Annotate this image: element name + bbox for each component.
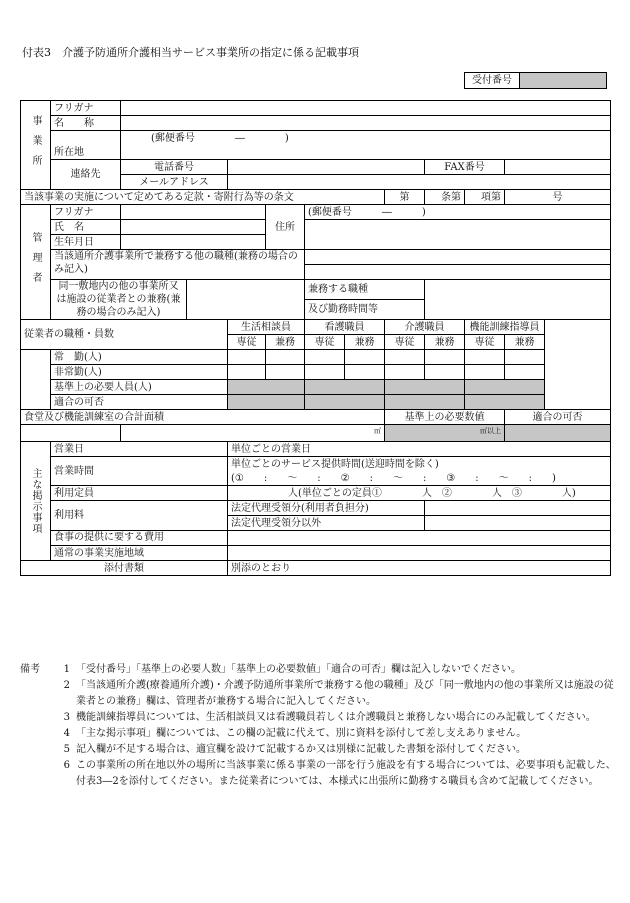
square-meter-unit: ㎡	[374, 427, 381, 435]
manager-other-job-label: 当該通所介護事業所で兼務する他の職種(兼務の場合のみ記入)	[51, 250, 305, 280]
staff-cell[interactable]	[385, 350, 425, 365]
attachments-label: 添付書類	[21, 561, 228, 576]
note-item	[20, 758, 616, 790]
dining-area-field[interactable]	[121, 425, 385, 442]
office-phone-field[interactable]	[228, 160, 425, 175]
office-postal-code[interactable]: (郵便番号 ― )	[121, 131, 611, 146]
manager-birthdate-field[interactable]	[121, 235, 266, 250]
note-text: 「主な掲示事項」欄については、この欄の記載に代えて、別に資料を添付して差し支えありません。	[76, 728, 527, 739]
article-kou: 項第	[465, 190, 505, 205]
note-number: 5	[63, 744, 70, 755]
staff-shaded-cell	[385, 380, 465, 395]
designation-form-table	[20, 100, 611, 576]
staff-blank-column	[545, 320, 611, 410]
staff-cell[interactable]	[266, 365, 305, 380]
manager-name-label: 氏 名	[51, 220, 121, 235]
col-dedicated: 専従	[465, 335, 505, 350]
staff-row-parttime: 非常勤(人)	[51, 365, 228, 380]
form-title: 付表3 介護予防通所介護相当サービス事業所の指定に係る記載事項	[22, 46, 359, 59]
attachments-field[interactable]: 別添のとおり	[228, 561, 611, 576]
note-item	[20, 678, 616, 710]
manager-postal-code[interactable]: (郵便番号 ― )	[305, 205, 611, 220]
dining-area-label: 食堂及び機能訓練室の合計面積	[21, 410, 385, 425]
col-dedicated: 専従	[385, 335, 425, 350]
fee-other-label: 法定代理受領分以外	[228, 516, 425, 531]
note-number: 3	[63, 712, 70, 723]
col-dedicated: 専従	[228, 335, 266, 350]
reception-number-label: 受付番号	[465, 73, 520, 88]
col-concurrent: 兼務	[505, 335, 545, 350]
staff-indent-cell	[21, 350, 51, 410]
note-item	[20, 742, 616, 758]
office-name-label: 名 称	[51, 116, 121, 131]
capacity-field[interactable]: 人(単位ごとの定員① 人 ② 人 ③ 人)	[228, 486, 611, 501]
staff-cell[interactable]	[505, 350, 545, 365]
business-days-field[interactable]: 単位ごとの営業日	[228, 442, 611, 457]
staff-cell[interactable]	[425, 350, 465, 365]
dining-standard-label: 基準上の必要数値	[385, 410, 505, 425]
staff-cell[interactable]	[305, 365, 345, 380]
office-email-field[interactable]	[228, 175, 611, 190]
office-name-field[interactable]	[121, 116, 611, 131]
posted-items-section-label: 主な掲示事項	[21, 442, 51, 561]
note-number: 4	[63, 728, 70, 739]
meal-cost-field[interactable]	[228, 531, 611, 546]
staff-label: 従業者の職種・員数	[21, 320, 228, 350]
staff-cell[interactable]	[465, 365, 505, 380]
business-days-label: 営業日	[51, 442, 228, 457]
staff-cell[interactable]	[505, 365, 545, 380]
manager-name-field[interactable]	[121, 220, 266, 235]
staff-cell[interactable]	[465, 350, 505, 365]
article-gou: 号	[505, 190, 611, 205]
office-furigana-label: フリガナ	[51, 101, 121, 116]
manager-furigana-label: フリガナ	[51, 205, 121, 220]
office-fax-field[interactable]	[505, 160, 611, 175]
staff-shaded-cell	[465, 395, 545, 410]
manager-section-label: 管理者	[21, 205, 51, 320]
articles-label: 当該事業の実施について定めてある定款・寄附行為等の条文	[21, 190, 385, 205]
business-hours-label: 営業時間	[51, 457, 228, 486]
dining-indent-cell	[21, 425, 121, 442]
dining-standard-field	[385, 425, 505, 442]
service-area-label: 通常の事業実施地域	[51, 546, 228, 561]
office-section-label: 事業所	[21, 101, 51, 190]
office-furigana-field[interactable]	[121, 101, 611, 116]
manager-furigana-field[interactable]	[121, 205, 266, 220]
note-text: 記入欄が不足する場合は、適宜欄を設けて記載するか又は別様に記載した書類を添付してください。	[76, 744, 526, 755]
staff-shaded-cell	[228, 380, 305, 395]
staff-cell[interactable]	[228, 350, 266, 365]
article-dai: 第	[385, 190, 425, 205]
col-concurrent: 兼務	[266, 335, 305, 350]
fee-legal-field[interactable]	[425, 501, 611, 516]
dining-compliance-field	[505, 425, 611, 442]
staff-shaded-cell	[465, 380, 545, 395]
staff-cell[interactable]	[345, 365, 385, 380]
note-text: 「当該通所介護(療養通所介護)・介護予防通所事業所で兼務する他の職種」及び「同一敷地内の他の事業所又は施設の従業者との兼務」欄は、管理者が兼務する場合に記入してください。	[76, 680, 614, 707]
manager-other-job-field-2[interactable]	[305, 265, 611, 280]
manager-address-field[interactable]	[305, 220, 611, 250]
staff-cell[interactable]	[425, 365, 465, 380]
manager-concurrent-job-label: 兼務する職種	[305, 280, 425, 300]
staff-shaded-cell	[385, 395, 465, 410]
staff-row-required: 基準上の必要人員(人)	[51, 380, 228, 395]
meal-cost-label: 食事の提供に要する費用	[51, 531, 228, 546]
staff-shaded-cell	[305, 395, 385, 410]
staff-cell[interactable]	[266, 350, 305, 365]
staff-cell[interactable]	[385, 365, 425, 380]
business-hours-slots[interactable]: (① : ～ : ② : ～ : ③ : ～ : )	[228, 471, 611, 486]
note-text: 機能訓練指導員については、生活相談員又は看護職員若しくは介護職員と兼務しない場合にのみ記載してください。	[76, 712, 596, 723]
square-meter-min-unit: ㎡以上	[480, 427, 501, 435]
office-phone-label: 電話番号	[121, 160, 228, 175]
office-address-field[interactable]	[121, 145, 611, 160]
staff-shaded-cell	[305, 380, 385, 395]
note-item	[20, 710, 616, 726]
notes-label: 備考	[20, 664, 40, 675]
note-number: 1	[63, 664, 70, 675]
staff-cell[interactable]	[345, 350, 385, 365]
manager-work-hours-label: 及び勤務時間等	[305, 300, 425, 320]
fee-label: 利用料	[51, 501, 228, 531]
dining-compliance-label: 適合の可否	[505, 410, 611, 425]
note-number: 2	[63, 680, 70, 691]
manager-concurrent-job-field[interactable]	[425, 280, 611, 320]
manager-same-site-label: 同一敷地内の他の事業所又は施設の従業者との兼務(兼務の場合のみ記入)	[51, 280, 187, 320]
role-care-worker: 介護職員	[385, 320, 465, 335]
col-concurrent: 兼務	[345, 335, 385, 350]
role-life-counselor: 生活相談員	[228, 320, 305, 335]
note-text: この事業所の所在地以外の場所に当該事業に係る事業の一部を行う施設を有する場合については、必要事項も記載した、付表3―2を添付してください。また従業者については、本様式に出張所に勤務する職員も含めて記載してください。	[76, 760, 616, 787]
note-item	[20, 726, 616, 742]
capacity-label: 利用定員	[51, 486, 228, 501]
reception-number-box	[464, 72, 607, 89]
manager-other-job-field-1[interactable]	[305, 250, 611, 265]
staff-row-compliance: 適合の可否	[51, 395, 228, 410]
staff-cell[interactable]	[305, 350, 345, 365]
col-dedicated: 専従	[305, 335, 345, 350]
business-hours-field[interactable]: 単位ごとのサービス提供時間(送迎時間を除く)	[228, 457, 611, 472]
manager-birthdate-label: 生年月日	[51, 235, 121, 250]
role-functional-trainer: 機能訓練指導員	[465, 320, 545, 335]
col-concurrent: 兼務	[425, 335, 465, 350]
note-item	[20, 662, 616, 678]
office-contact-label: 連絡先	[51, 160, 121, 190]
reception-number-field	[520, 73, 606, 88]
manager-address-label: 住所	[266, 205, 305, 250]
article-jou: 条第	[425, 190, 465, 205]
office-fax-label: FAX番号	[425, 160, 505, 175]
note-number: 6	[63, 760, 70, 771]
office-email-label: メールアドレス	[121, 175, 228, 190]
note-text: 「受付番号」「基準上の必要人数」「基準上の必要数値」「適合の可否」欄は記入しないでください。	[76, 664, 521, 675]
office-address-label: 所在地	[51, 131, 121, 160]
staff-shaded-cell	[228, 395, 305, 410]
notes-section	[20, 662, 616, 790]
fee-other-field[interactable]	[425, 516, 611, 531]
staff-row-fulltime: 常 勤(人)	[51, 350, 228, 365]
staff-cell[interactable]	[228, 365, 266, 380]
service-area-field[interactable]	[228, 546, 611, 561]
manager-same-site-field[interactable]	[187, 280, 305, 320]
role-nurse: 看護職員	[305, 320, 385, 335]
fee-legal-label: 法定代理受領分(利用者負担分)	[228, 501, 425, 516]
